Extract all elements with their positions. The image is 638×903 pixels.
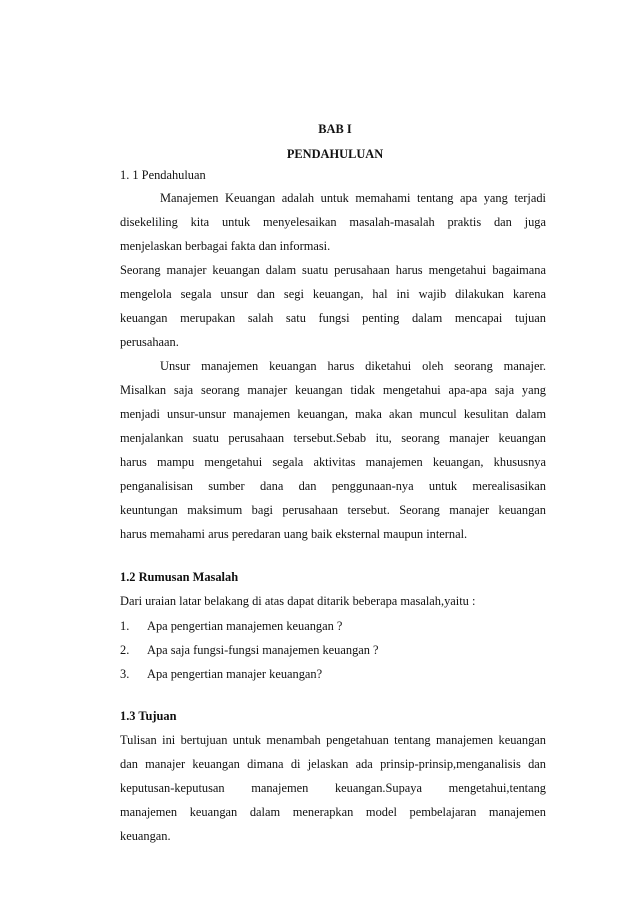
paragraph-line: harus mampu mengetahui segala aktivitas manajemen keuangan, khususnya [120, 455, 546, 469]
section-1-2-title: 1.2 Rumusan Masalah [120, 570, 239, 584]
paragraph-line: Tulisan ini bertujuan untuk menambah pengetahuan tentang manajemen keuangan [120, 733, 546, 747]
paragraph-line: manajemen keuangan dalam menerapkan model pembelajaran manajemen [120, 805, 546, 819]
chapter-label: BAB I [318, 122, 352, 136]
paragraph-line: menjalankan suatu perusahaan tersebut.Sebab itu, seorang manajer keuangan [120, 431, 546, 445]
paragraph-line: keputusan-keputusan manajemen keuangan.Supaya mengetahui,tentang [120, 781, 546, 795]
list-item-number: 1. [120, 619, 130, 633]
paragraph-line: menjelaskan berbagai fakta dan informasi. [120, 239, 331, 253]
section-1-2-intro: Dari uraian latar belakang di atas dapat ditarik beberapa masalah,yaitu : [120, 594, 476, 608]
paragraph-line: keuangan merupakan salah satu fungsi penting dalam mencapai tujuan [120, 311, 546, 325]
paragraph-line: mengelola segala unsur dan segi keuangan, hal ini wajib dilakukan karena [120, 287, 546, 301]
list-item-text: Apa pengertian manajer keuangan? [147, 667, 323, 681]
paragraph-line: Unsur manajemen keuangan harus diketahui oleh seorang manajer. [160, 359, 546, 373]
chapter-title: PENDAHULUAN [286, 147, 384, 161]
paragraph-line: penganalisisan sumber dana dan penggunaan-nya untuk merealisasikan [120, 479, 546, 493]
section-1-1-title: 1. 1 Pendahuluan [120, 168, 206, 182]
paragraph-line: dan manajer keuangan dimana di jelaskan ada prinsip-prinsip,menganalisis dan [120, 757, 546, 771]
paragraph-line: harus memahami arus peredaran uang baik eksternal maupun internal. [120, 527, 468, 541]
paragraph-line: Seorang manajer keuangan dalam suatu perusahaan harus mengetahui bagaimana [120, 263, 546, 277]
paragraph-line: Misalkan saja seorang manajer keuangan tidak mengetahui apa-apa saja yang [120, 383, 546, 397]
paragraph-line: perusahaan. [120, 335, 179, 349]
paragraph-line: Manajemen Keuangan adalah untuk memahami tentang apa yang terjadi [160, 191, 546, 205]
section-1-3-title: 1.3 Tujuan [120, 709, 177, 723]
list-item-number: 3. [120, 667, 130, 681]
list-item-text: Apa saja fungsi-fungsi manajemen keuangan ? [147, 643, 379, 657]
paragraph-line: keuntungan maksimum bagi perusahaan tersebut. Seorang manajer keuangan [120, 503, 546, 517]
list-item-number: 2. [120, 643, 130, 657]
list-item-text: Apa pengertian manajemen keuangan ? [147, 619, 343, 633]
paragraph-line: keuangan. [120, 829, 171, 843]
paragraph-line: disekeliling kita untuk menyelesaikan masalah-masalah praktis dan juga [120, 215, 546, 229]
paragraph-line: menjadi unsur-unsur manajemen keuangan, maka akan muncul kesulitan dalam [120, 407, 546, 421]
